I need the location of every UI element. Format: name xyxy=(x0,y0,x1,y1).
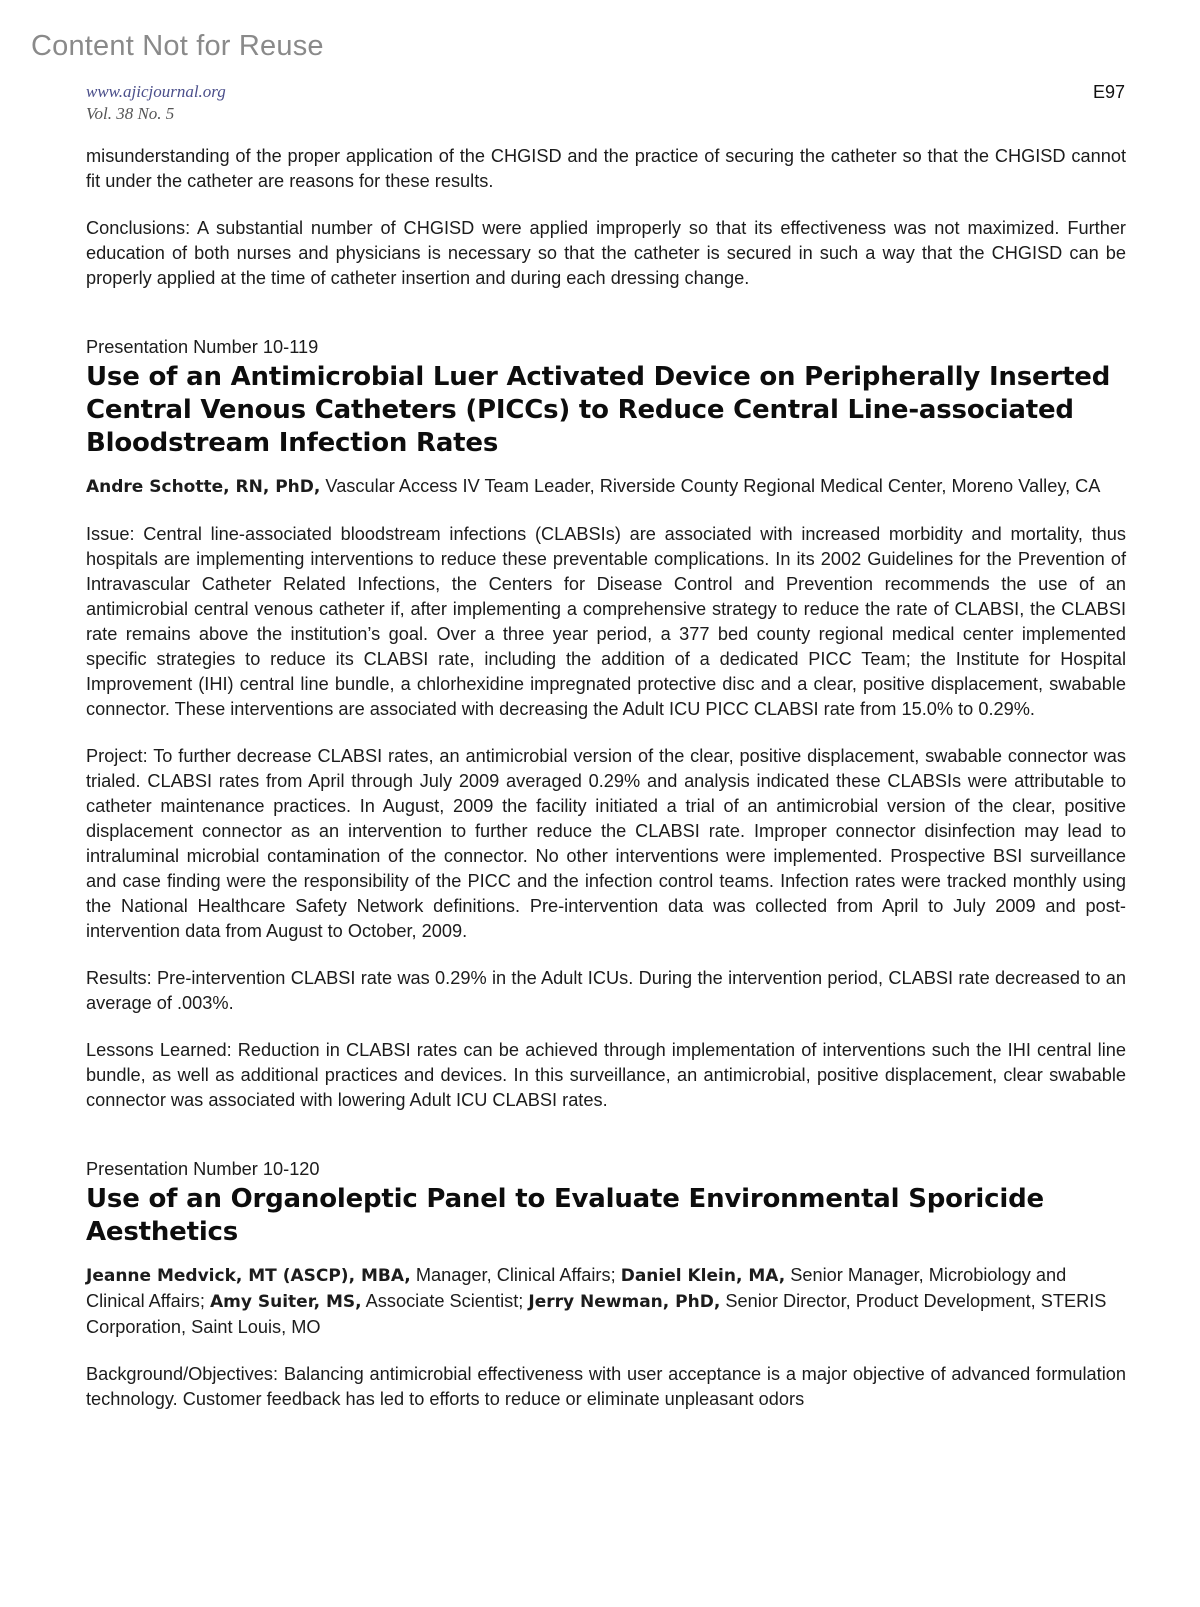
author-line xyxy=(86,1263,1126,1340)
abstract-title: Use of an Antimicrobial Luer Activated Device on Peripherally Inserted Central Venous Catheters (PICCs) to Reduce Central Line-associated Bloodstream Infection Rates xyxy=(86,362,1111,458)
abstract-title: Use of an Organoleptic Panel to Evaluate Environmental Sporicide Aesthetics xyxy=(86,1184,1044,1247)
continued-paragraph: misunderstanding of the proper application of the CHGISD and the practice of securing the catheter so that the CHGISD cannot fit under the catheter are reasons for these results. xyxy=(86,146,1126,191)
journal-url-link[interactable]: www.ajicjournal.org xyxy=(86,82,226,101)
author-name: Amy Suiter, MS, xyxy=(210,1292,362,1312)
presentation-number: Presentation Number 10-120 xyxy=(86,1159,320,1179)
author-affiliation: Vascular Access IV Team Leader, Riverside County Regional Medical Center, Moreno Valley, CA xyxy=(320,476,1101,496)
author-line xyxy=(86,474,1126,500)
abstract-10-120 xyxy=(86,1157,1126,1412)
author-affiliation: Senior Director, Product Development, STERIS Corporation, Saint Louis, MO xyxy=(86,1291,1107,1337)
abstract-10-119 xyxy=(86,335,1126,1113)
author-name: Andre Schotte, RN, PhD, xyxy=(86,477,321,497)
lessons-paragraph: Lessons Learned: Reduction in CLABSI rates can be achieved through implementation of interventions such the IHI central line bundle, as well as additional practices and devices. In this surveillance, an antimicrobial, positive displacement, clear swabable connector was associated with lowering Adult ICU CLABSI rates. xyxy=(86,1040,1126,1110)
author-affiliation: Senior Manager, Microbiology and Clinical Affairs; xyxy=(86,1265,1067,1311)
volume-label: Vol. 38 No. 5 xyxy=(86,104,175,123)
presentation-number: Presentation Number 10-119 xyxy=(86,337,319,357)
article-content xyxy=(86,144,1126,1434)
author-name: Jerry Newman, PhD, xyxy=(528,1292,721,1312)
page-header xyxy=(86,82,1125,126)
project-paragraph: Project: To further decrease CLABSI rates, an antimicrobial version of the clear, positive displacement, swabable connector was trialed. CLABSI rates from April through July 2009 averaged 0.29% and analysis indicated these CLABSIs were attributable to catheter maintenance practices. In August, 2009 the facility initiated a trial of an antimicrobial version of the clear, positive displacement connector as an intervention to further reduce the CLABSI rate. Improper connector disinfection may lead to intraluminal microbial contamination of the connector. No other interventions were implemented. Prospective BSI surveillance and case finding were the responsibility of the PICC and the infection control teams. Infection rates were tracked monthly using the National Healthcare Safety Network definitions. Pre-intervention data was collected from April to July 2009 and post-intervention data from August to October, 2009. xyxy=(86,746,1126,941)
results-paragraph: Results: Pre-intervention CLABSI rate was 0.29% in the Adult ICUs. During the intervention period, CLABSI rate decreased to an average of .003%. xyxy=(86,968,1126,1013)
author-affiliation: Manager, Clinical Affairs; xyxy=(410,1265,621,1285)
conclusions-paragraph: Conclusions: A substantial number of CHGISD were applied improperly so that its effectiveness was not maximized. Further education of both nurses and physicians is necessary so that the catheter is secured in such a way that the CHGISD can be properly applied at the time of catheter insertion and during each dressing change. xyxy=(86,218,1126,288)
author-name: Jeanne Medvick, MT (ASCP), MBA, xyxy=(86,1266,411,1286)
author-name: Daniel Klein, MA, xyxy=(620,1266,786,1286)
watermark: Content Not for Reuse xyxy=(31,30,324,62)
background-paragraph: Background/Objectives: Balancing antimicrobial effectiveness with user acceptance is a major objective of advanced formulation technology. Customer feedback has led to efforts to reduce or eliminate unpleasant odors xyxy=(86,1364,1126,1409)
page-number: E97 xyxy=(1092,82,1125,102)
issue-paragraph: Issue: Central line-associated bloodstream infections (CLABSIs) are associated with increased morbidity and mortality, thus hospitals are implementing interventions to reduce these preventable complications. In its 2002 Guidelines for the Prevention of Intravascular Catheter Related Infections, the Centers for Disease Control and Prevention recommends the use of an antimicrobial central venous catheter if, after implementing a comprehensive strategy to reduce the rate of CLABSI, the CLABSI rate remains above the institution’s goal. Over a three year period, a 377 bed county regional medical center implemented specific strategies to reduce its CLABSI rate, including the addition of a dedicated PICC Team; the Institute for Hospital Improvement (IHI) central line bundle, a chlorhexidine impregnated protective disc and a clear, positive displacement, swabable connector. These interventions are associated with decreasing the Adult ICU PICC CLABSI rate from 15.0% to 0.29%. xyxy=(86,524,1126,719)
author-affiliation: Associate Scientist; xyxy=(361,1291,529,1311)
